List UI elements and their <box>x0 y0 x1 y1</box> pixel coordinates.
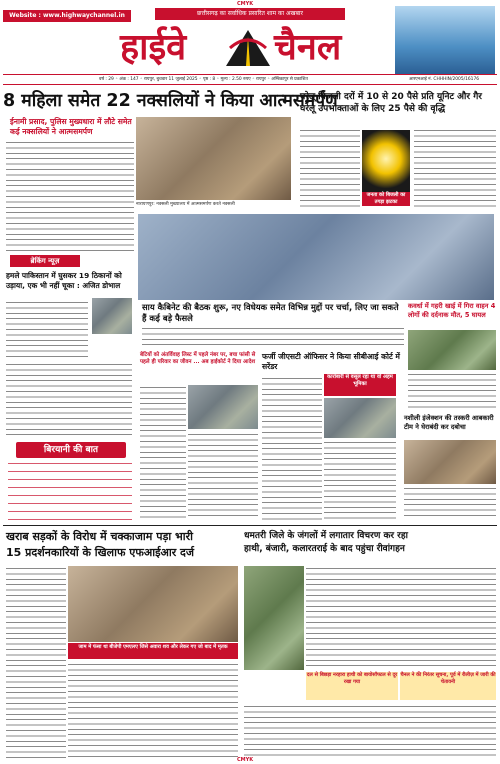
divider-roads <box>3 525 497 526</box>
roads-photo-caption: जाम में फंसा था बीजेपी एमएलए जिसे अवारा शव और लेकर गए जो बाद में मृतक <box>68 643 238 659</box>
court-photo <box>188 385 258 429</box>
roads-photo <box>68 566 238 642</box>
roads-story-text <box>6 566 66 758</box>
dateline: वर्ष : 29 ◦ अंक : 147 ◦ रायपुर, बुधवार 11 जुलाई 2025 ◦ पृष्ठ : 8 ◦ मूल्य : 2.50 रुपए ◦ रायपुर ◦ अम्बिकापुर से प्रकाशित <box>99 77 308 82</box>
pakistan-story-text <box>6 300 88 360</box>
elephant-story-text <box>306 566 496 670</box>
roads-headline-2[interactable]: 15 प्रदर्शनकारियों के खिलाफ एफआईआर दर्ज <box>6 546 195 559</box>
lead-photo <box>136 117 291 200</box>
elephant-box-2: चैनल ने की निरंतर सूचना, पूर्व में रीलीज़ में जारी की चेतावनी <box>400 672 496 700</box>
thug-story-text-2 <box>324 440 396 520</box>
lead-headline[interactable]: 8 महिला समेत 22 नक्सलियों ने किया आत्मसमर्पण <box>3 91 338 111</box>
bottom-cmyk-mark: CMYK <box>237 757 254 763</box>
thug-headline[interactable]: फर्जी जीएसटी ऑफिसर ने किया सीबीआई कोर्ट में सरेंडर <box>262 352 400 371</box>
road-emblem-icon <box>224 28 272 68</box>
thug-story-text <box>262 376 322 520</box>
side-ad <box>395 6 495 74</box>
bulb-caption: जनता को बिजली का तगड़ा झटका <box>362 192 410 206</box>
kawardha-headline[interactable]: कवर्धा में गहरी खाई में गिरा वाहन 4 लोगों की दर्दनाक मौत, 5 घायल <box>408 302 496 319</box>
injection-photo <box>404 440 496 484</box>
kawardha-story-text <box>408 372 496 412</box>
kawardha-photo <box>408 330 496 370</box>
elephant-story-text-2 <box>244 704 496 758</box>
court-story-text <box>140 385 186 520</box>
power-story-text <box>300 128 360 208</box>
lead-story-text <box>6 140 134 252</box>
dateline-bar <box>3 74 497 85</box>
doval-photo <box>92 298 132 334</box>
thug-tag: कारोबारी से वसूल रहा था वो अहम भूमिका <box>324 374 396 396</box>
roads-headline-1[interactable]: खराब सड़कों के विरोध में चक्काजाम पड़ा भारी <box>6 530 193 543</box>
thug-photo <box>324 398 396 438</box>
injection-headline[interactable]: नशीली इंजेक्शन की तस्करी आबकारी टीम ने घेराबंदी कर दबोचा <box>404 414 494 431</box>
elephant-headline-2[interactable]: हाथी, बंजारी, कलारतराई के बाद पहुंचा रीवांगहन <box>244 544 405 554</box>
rni-number: आरएनआई नं. CHHHIN/2005/16176 <box>409 77 480 82</box>
elephant-headline-1[interactable]: धमतरी जिले के जंगलों में लगातार विचरण कर रहा <box>244 531 408 541</box>
elephant-box-1: दल से बिछड़ा नरहारा हाथी को बायोसॉफ्टल से दूर रखा गया <box>306 672 398 700</box>
pakistan-headline[interactable]: हमले पाकिस्तान में घुसकर 19 ठिकानों को उड़ाया, एक भी नहीं चूका : अजित डोभाल <box>6 271 122 290</box>
court-headline[interactable]: बेटियों को अंतर्विवाह लिस्ट में पहले नंबर पर, बचा फांसी से पहले ही परिवार का जीवन ... अब हाईकोर्ट ने दिया आदेश <box>140 352 256 365</box>
court-story-text-2 <box>188 432 258 520</box>
badge-title: बिरयानी की बात <box>16 442 126 458</box>
badge-story <box>8 460 132 522</box>
elephant-photo <box>244 566 304 670</box>
top-cmyk-mark: CMYK <box>237 1 254 7</box>
website-banner[interactable]: Website : www.highwaychannel.in <box>3 10 131 22</box>
lead-photo-caption: नारायणपुर: नक्सली मुख्यालय में आत्मसमर्पण करते नक्सली <box>136 202 235 207</box>
masthead-logo <box>120 26 380 70</box>
power-story-text-2 <box>414 128 496 208</box>
cabinet-headline[interactable]: साय कैबिनेट की बैठक शुरू, नए विधेयक समेत विभिन्न मुद्दों पर चर्चा, लिए जा सकते हैं कई बड़े फैसले <box>142 302 399 323</box>
masthead-tagline: छत्तीसगढ़ का सर्वाधिक प्रसारित शाम का अखबार <box>155 8 345 20</box>
pakistan-story-text-2 <box>6 362 132 437</box>
lead-subhead: ईनामी प्रसाद, पुलिस मुख्यधारा में लौटे समेत कई नक्सलियों ने आत्मसमर्पण <box>10 117 132 136</box>
cabinet-story-text <box>142 326 404 348</box>
cabinet-photo <box>138 214 494 300</box>
roads-story-text-2 <box>68 662 238 758</box>
masthead-title-right: चैनल <box>274 27 342 68</box>
breaking-news-label: ब्रेकिंग न्यूज़ <box>10 255 80 267</box>
power-headline[interactable]: घरेलू बिजली दरों में 10 से 20 पैसे प्रति यूनिट और गैर घरेलू उपभोक्ताओं के लिए 25 पैसे की वृद्धि <box>300 92 482 114</box>
masthead-title-left: हाईवे <box>120 27 187 68</box>
injection-story-text <box>404 486 496 520</box>
